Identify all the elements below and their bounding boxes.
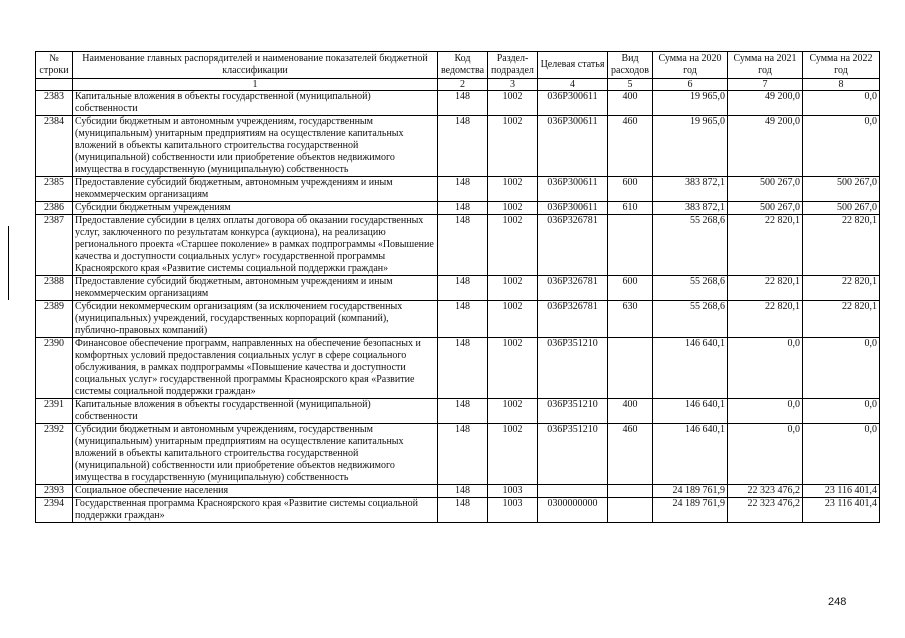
- header-cs: Целевая статья: [538, 52, 608, 79]
- cell-ved: 148: [438, 498, 488, 523]
- cell-name: Субсидии некоммерческим организациям (за исключением государственных (муниципальных) учреждений, государственных корпораций (компаний), публично-правовых компаний): [73, 301, 438, 338]
- cell-target-article: 036P326781: [538, 215, 608, 276]
- cell-sum-2020: 24 189 761,9: [653, 485, 728, 498]
- cell-row-number: 2387: [36, 215, 73, 276]
- cell-expense-type: 630: [608, 301, 653, 338]
- cell-sum-2021: 49 200,0: [728, 91, 803, 116]
- cell-row-number: 2391: [36, 399, 73, 424]
- cell-razdel: 1002: [488, 399, 538, 424]
- table-row: [36, 498, 880, 523]
- cell-row-number: 2392: [36, 424, 73, 485]
- cell-sum-2022: 22 820,1: [803, 276, 880, 301]
- cell-target-article: [538, 485, 608, 498]
- cell-ved: 148: [438, 202, 488, 215]
- cell-ved: 148: [438, 301, 488, 338]
- cell-row-number: 2394: [36, 498, 73, 523]
- cell-razdel: 1002: [488, 301, 538, 338]
- table-body: [36, 91, 880, 523]
- cell-razdel: 1002: [488, 338, 538, 399]
- page-number: 248: [828, 596, 847, 608]
- cell-sum-2020: 19 965,0: [653, 91, 728, 116]
- table-row: [36, 276, 880, 301]
- cell-sum-2022: 0,0: [803, 91, 880, 116]
- cell-expense-type: 460: [608, 424, 653, 485]
- table-header-row: [36, 52, 880, 79]
- col-number: 5: [608, 79, 653, 91]
- header-razdel: Раздел-подраздел: [488, 52, 538, 79]
- cell-name: Предоставление субсидий бюджетным, автономным учреждениям и иным некоммерческим организациям: [73, 276, 438, 301]
- cell-expense-type: [608, 338, 653, 399]
- margin-line: [8, 226, 9, 300]
- col-number: 3: [488, 79, 538, 91]
- cell-sum-2022: 22 820,1: [803, 301, 880, 338]
- cell-razdel: 1002: [488, 177, 538, 202]
- table-row: [36, 215, 880, 276]
- cell-row-number: 2384: [36, 116, 73, 177]
- cell-expense-type: 600: [608, 177, 653, 202]
- cell-razdel: 1002: [488, 424, 538, 485]
- cell-sum-2020: 55 268,6: [653, 215, 728, 276]
- cell-expense-type: [608, 498, 653, 523]
- col-number: 6: [653, 79, 728, 91]
- table-row: [36, 91, 880, 116]
- cell-sum-2021: 500 267,0: [728, 177, 803, 202]
- cell-sum-2020: 55 268,6: [653, 276, 728, 301]
- cell-target-article: 036P351210: [538, 399, 608, 424]
- cell-name: Предоставление субсидии в целях оплаты договора об оказании государственных услуг, заключенного по результатам конкурса (аукциона), на реализацию регионального проекта «Старшее поколение» в рамках подпрограммы «Повышение качества и доступности социальных услуг» государственной программы Красноярского края «Развитие системы социальной поддержки граждан»: [73, 215, 438, 276]
- cell-expense-type: 400: [608, 399, 653, 424]
- cell-ved: 148: [438, 276, 488, 301]
- cell-sum-2021: 22 323 476,2: [728, 498, 803, 523]
- cell-sum-2021: 22 323 476,2: [728, 485, 803, 498]
- header-s2021: Сумма на 2021 год: [728, 52, 803, 79]
- budget-table: [35, 51, 880, 523]
- col-number: 7: [728, 79, 803, 91]
- cell-ved: 148: [438, 485, 488, 498]
- cell-sum-2021: 22 820,1: [728, 215, 803, 276]
- column-number-row: [36, 79, 880, 91]
- cell-expense-type: 610: [608, 202, 653, 215]
- cell-razdel: 1002: [488, 91, 538, 116]
- cell-row-number: 2385: [36, 177, 73, 202]
- cell-target-article: 036P326781: [538, 301, 608, 338]
- cell-ved: 148: [438, 399, 488, 424]
- cell-row-number: 2388: [36, 276, 73, 301]
- cell-sum-2022: 500 267,0: [803, 177, 880, 202]
- cell-sum-2020: 383 872,1: [653, 177, 728, 202]
- cell-sum-2021: 49 200,0: [728, 116, 803, 177]
- cell-sum-2022: 22 820,1: [803, 215, 880, 276]
- cell-sum-2020: 24 189 761,9: [653, 498, 728, 523]
- cell-row-number: 2393: [36, 485, 73, 498]
- cell-row-number: 2390: [36, 338, 73, 399]
- cell-razdel: 1002: [488, 116, 538, 177]
- cell-expense-type: 400: [608, 91, 653, 116]
- table-row: [36, 485, 880, 498]
- cell-target-article: 036P351210: [538, 424, 608, 485]
- cell-target-article: 0300000000: [538, 498, 608, 523]
- cell-ved: 148: [438, 338, 488, 399]
- cell-sum-2021: 500 267,0: [728, 202, 803, 215]
- cell-sum-2021: 0,0: [728, 338, 803, 399]
- cell-expense-type: [608, 215, 653, 276]
- cell-sum-2022: 0,0: [803, 424, 880, 485]
- cell-name: Финансовое обеспечение программ, направленных на обеспечение безопасных и комфортных условий предоставления социальных услуг в сфере социального обслуживания, в рамках подпрограммы «Повышение качества и доступности социальных услуг» государственной программы Красноярского края «Развитие системы социальной поддержки граждан»: [73, 338, 438, 399]
- col-number: 4: [538, 79, 608, 91]
- cell-name: Субсидии бюджетным и автономным учреждениям, государственным (муниципальным) унитарным предприятиям на осуществление капитальных вложений в объекты капитального строительства государственной (муниципальной) собственности или приобретение объектов недвижимого имущества в государственную (муниципальную) собственность: [73, 116, 438, 177]
- table-row: [36, 116, 880, 177]
- cell-razdel: 1002: [488, 215, 538, 276]
- table-row: [36, 424, 880, 485]
- cell-name: Предоставление субсидий бюджетным, автономным учреждениям и иным некоммерческим организациям: [73, 177, 438, 202]
- cell-target-article: 036P300611: [538, 177, 608, 202]
- cell-name: Субсидии бюджетным и автономным учреждениям, государственным (муниципальным) унитарным предприятиям на осуществление капитальных вложений в объекты капитального строительства государственной (муниципальной) собственности или приобретение объектов недвижимого имущества в государственную (муниципальную) собственность: [73, 424, 438, 485]
- cell-sum-2020: 19 965,0: [653, 116, 728, 177]
- cell-sum-2022: 0,0: [803, 399, 880, 424]
- cell-expense-type: 460: [608, 116, 653, 177]
- col-number: 2: [438, 79, 488, 91]
- cell-ved: 148: [438, 215, 488, 276]
- cell-sum-2020: 146 640,1: [653, 399, 728, 424]
- col-number: 1: [73, 79, 438, 91]
- table-row: [36, 202, 880, 215]
- cell-target-article: 036P351210: [538, 338, 608, 399]
- cell-target-article: 036P300611: [538, 116, 608, 177]
- table-row: [36, 301, 880, 338]
- cell-sum-2022: 0,0: [803, 116, 880, 177]
- cell-name: Социальное обеспечение населения: [73, 485, 438, 498]
- cell-razdel: 1003: [488, 498, 538, 523]
- header-s2022: Сумма на 2022 год: [803, 52, 880, 79]
- cell-razdel: 1003: [488, 485, 538, 498]
- cell-sum-2022: 23 116 401,4: [803, 485, 880, 498]
- col-number: 8: [803, 79, 880, 91]
- cell-row-number: 2386: [36, 202, 73, 215]
- cell-sum-2021: 22 820,1: [728, 276, 803, 301]
- cell-sum-2022: 500 267,0: [803, 202, 880, 215]
- header-name: Наименование главных распорядителей и наименование показателей бюджетной классификации: [73, 52, 438, 79]
- header-s2020: Сумма на 2020 год: [653, 52, 728, 79]
- cell-razdel: 1002: [488, 276, 538, 301]
- cell-expense-type: [608, 485, 653, 498]
- col-number: [36, 79, 73, 91]
- cell-sum-2021: 22 820,1: [728, 301, 803, 338]
- header-num: № строки: [36, 52, 73, 79]
- cell-sum-2022: 0,0: [803, 338, 880, 399]
- cell-sum-2021: 0,0: [728, 399, 803, 424]
- cell-ved: 148: [438, 424, 488, 485]
- cell-name: Государственная программа Красноярского края «Развитие системы социальной поддержки граждан»: [73, 498, 438, 523]
- cell-sum-2020: 146 640,1: [653, 424, 728, 485]
- cell-row-number: 2383: [36, 91, 73, 116]
- cell-target-article: 036P326781: [538, 276, 608, 301]
- cell-row-number: 2389: [36, 301, 73, 338]
- table-row: [36, 177, 880, 202]
- cell-name: Капитальные вложения в объекты государственной (муниципальной) собственности: [73, 399, 438, 424]
- cell-ved: 148: [438, 177, 488, 202]
- cell-ved: 148: [438, 116, 488, 177]
- cell-sum-2020: 146 640,1: [653, 338, 728, 399]
- cell-name: Субсидии бюджетным учреждениям: [73, 202, 438, 215]
- cell-target-article: 036P300611: [538, 91, 608, 116]
- cell-sum-2022: 23 116 401,4: [803, 498, 880, 523]
- cell-sum-2021: 0,0: [728, 424, 803, 485]
- cell-sum-2020: 383 872,1: [653, 202, 728, 215]
- header-ved: Код ведомства: [438, 52, 488, 79]
- table-row: [36, 338, 880, 399]
- cell-ved: 148: [438, 91, 488, 116]
- table-row: [36, 399, 880, 424]
- cell-razdel: 1002: [488, 202, 538, 215]
- cell-target-article: 036P300611: [538, 202, 608, 215]
- cell-name: Капитальные вложения в объекты государственной (муниципальной) собственности: [73, 91, 438, 116]
- cell-expense-type: 600: [608, 276, 653, 301]
- header-vr: Вид расходов: [608, 52, 653, 79]
- cell-sum-2020: 55 268,6: [653, 301, 728, 338]
